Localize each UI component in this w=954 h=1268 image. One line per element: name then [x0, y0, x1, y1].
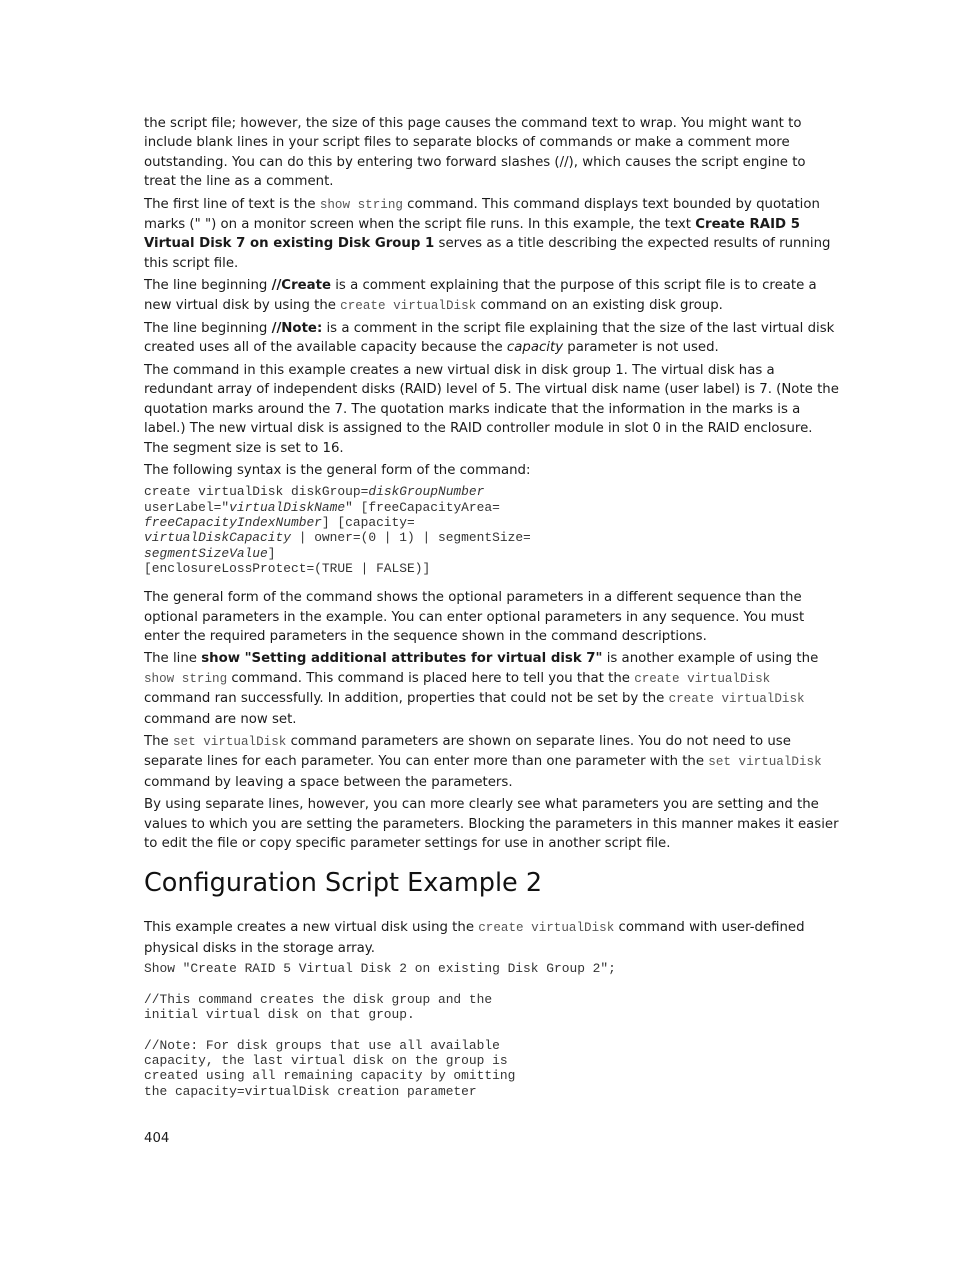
document-body	[144, 114, 839, 1099]
bold-text: //Create	[271, 278, 331, 294]
inline-code: create virtualDisk	[340, 298, 477, 313]
inline-code: show string	[319, 197, 403, 212]
paragraph: The line beginning //Create is a comment explaining that the purpose of this script file is to create a new virtual disk by using the create virtualDisk command on an existing disk group.	[144, 278, 817, 313]
bold-text: show "Setting additional attributes for virtual disk 7"	[201, 651, 603, 667]
paragraph: The general form of the command shows the optional parameters in a different sequence than the optional parameters in the example. You can enter optional parameters in any sequence. You must enter the required parameters in the sequence shown in the command descriptions.	[144, 590, 805, 644]
inline-code: set virtualDisk	[172, 734, 287, 749]
inline-code: show string	[144, 671, 228, 686]
inline-code: create virtualDisk	[634, 671, 771, 686]
bold-text: Create RAID 5 Virtual Disk 7 on existing Disk Group 1	[144, 217, 800, 252]
paragraph: The line beginning //Note: is a comment in the script file explaining that the size of the last virtual disk created uses all of the available capacity because the capacity parameter is not used.	[144, 321, 835, 356]
paragraph: The command in this example creates a new virtual disk in disk group 1. The virtual disk has a redundant array of independent disks (RAID) level of 5. The virtual disk name (user label) is 7. (Note the quotation marks around the 7. The quotation marks indicate that the information in the marks is a label.) The new virtual disk is assigned to the RAID controller module in slot 0 in the RAID enclosure. The segment size is set to 16.	[144, 362, 839, 456]
paragraph: By using separate lines, however, you can more clearly see what parameters you are setting and the values to which you are setting the parameters. Blocking the parameters in this manner makes it easier to edit the file or copy specific parameter settings for use in another script file.	[144, 797, 839, 851]
paragraph: The line show "Setting additional attributes for virtual disk 7" is another example of using the show string command. This command is placed here to tell you that the create virtualDisk command ran successfully. In addition, properties that could not be set by the create virtualDisk command are now set.	[144, 651, 819, 727]
paragraph: The set virtualDisk command parameters are shown on separate lines. You do not need to use separate lines for each parameter. You can enter more than one parameter with the set virtualDisk command by leaving a space between the parameters.	[144, 733, 822, 790]
paragraph: the script file; however, the size of this page causes the command text to wrap. You might want to include blank lines in your script files to separate blocks of commands or make a comment more outstanding. You can do this by entering two forward slashes (//), which causes the script engine to treat the line as a comment.	[144, 116, 806, 190]
page-number: 404	[144, 1131, 170, 1146]
italic-text: capacity	[506, 340, 564, 356]
paragraph: This example creates a new virtual disk using the create virtualDisk command with user-defined physical disks in the storage array.	[144, 920, 805, 956]
bold-text: //Note:	[271, 321, 323, 337]
paragraph: The following syntax is the general form of the command:	[144, 462, 531, 478]
section-heading: Configuration Script Example 2	[144, 868, 543, 899]
syntax-code-block: create virtualDisk diskGroup=diskGroupNumber userLabel="virtualDiskName" [freeCapacityArea= freeCapacityIndexNumber] [capacity= virtualDiskCapacity | owner=(0 | 1) | segmentSize= segmentSizeValue] [enclosureLossProtect=(TRUE | FALSE)]	[144, 484, 531, 576]
inline-code: create virtualDisk	[478, 921, 615, 936]
example-code-block: Show "Create RAID 5 Virtual Disk 2 on existing Disk Group 2"; //This command creates the disk group and the initial virtual disk on that group. //Note: For disk groups that use all available capacity, the last virtual disk on the group is created using all remaining capacity by omitting the capacity=virtualDisk creation parameter	[144, 961, 616, 1099]
inline-code: set virtualDisk	[708, 755, 822, 770]
inline-code: create virtualDisk	[668, 692, 805, 707]
paragraph: The first line of text is the show string command. This command displays text bounded by quotation marks (" ") on a monitor screen when the script file runs. In this example, the text Create RAID 5 Virtual Disk 7 on existing Disk Group 1 serves as a title describing the expected results of running this script file.	[144, 196, 831, 271]
